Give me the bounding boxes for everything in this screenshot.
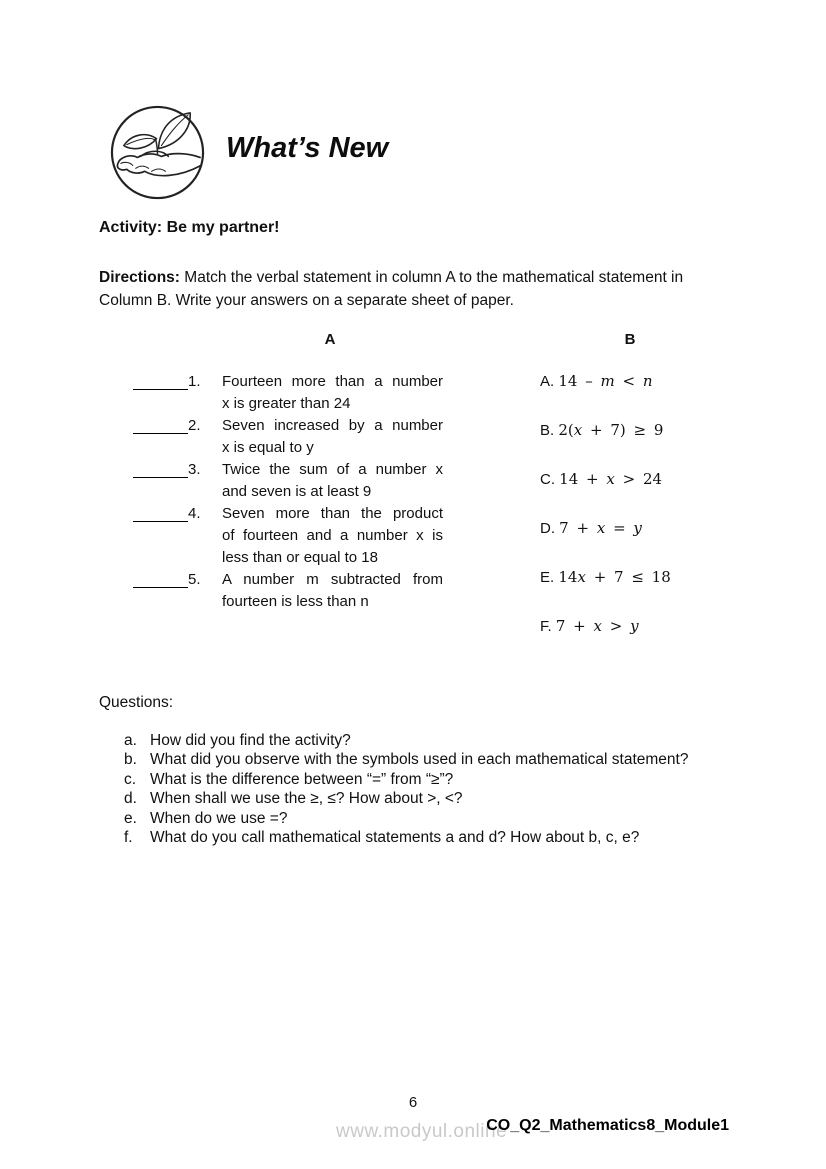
- choice-letter: A.: [540, 373, 555, 390]
- column-a-list: [133, 371, 445, 613]
- item-number: 2.: [188, 417, 201, 434]
- choice-letter: D.: [540, 520, 555, 537]
- item-text-line: A number m subtracted from: [222, 571, 443, 588]
- question-letter: e.: [124, 809, 137, 827]
- item-text-line: x is equal to y: [222, 439, 314, 456]
- math-expression: 14 – m < n: [558, 372, 653, 390]
- choice-B: [540, 421, 671, 443]
- item-text-line: Seven increased by a number: [222, 417, 443, 434]
- item-text-line: of fourteen and a number x is: [222, 527, 443, 544]
- question-letter: f.: [124, 829, 133, 847]
- question-letter: b.: [124, 751, 137, 769]
- item-text: [222, 459, 443, 503]
- choice-F: [540, 617, 671, 639]
- directions-paragraph: [99, 266, 733, 312]
- answer-blank: [133, 371, 188, 390]
- column-a-header: A: [324, 331, 336, 348]
- math-expression: 7 + x = y: [559, 519, 642, 537]
- question-letter: d.: [124, 790, 137, 808]
- question-text: What do you call mathematical statements a and d? How about b, c, e?: [150, 829, 640, 847]
- math-expression: 14 + x > 24: [559, 470, 663, 488]
- question-c: [124, 770, 764, 789]
- page-number: 6: [408, 1094, 418, 1111]
- question-letter: a.: [124, 732, 137, 749]
- choice-D: [540, 519, 671, 541]
- item-number: 1.: [188, 373, 201, 390]
- item-text-line: Fourteen more than a number: [222, 373, 443, 390]
- item-text-line: fourteen is less than n: [222, 593, 369, 610]
- directions-label: Directions:: [99, 269, 180, 286]
- answer-blank: [133, 569, 188, 588]
- item-text: [222, 503, 443, 569]
- match-item-5: [133, 569, 445, 613]
- activity-title: Activity: Be my partner!: [99, 219, 280, 236]
- choice-letter: E.: [540, 569, 555, 586]
- question-text: How did you find the activity?: [150, 732, 351, 749]
- question-text: What did you observe with the symbols used in each mathematical statement?: [150, 751, 689, 769]
- hand-seedling-icon: [108, 103, 207, 202]
- item-text-line: less than or equal to 18: [222, 549, 378, 566]
- section-title: What’s New: [226, 132, 389, 164]
- item-text-line: Twice the sum of a number x: [222, 461, 443, 478]
- choice-C: [540, 470, 671, 492]
- questions-label: Questions:: [99, 694, 174, 711]
- match-item-4: [133, 503, 445, 569]
- item-number: 3.: [188, 461, 201, 478]
- item-text-line: x is greater than 24: [222, 395, 351, 412]
- question-a: [124, 731, 764, 750]
- question-b: [124, 750, 764, 769]
- question-f: [124, 828, 764, 847]
- choice-E: [540, 568, 671, 590]
- answer-blank: [133, 503, 188, 522]
- column-b-list: [540, 372, 671, 666]
- match-item-1: [133, 371, 445, 415]
- item-text: [222, 371, 443, 415]
- math-expression: 14x + 7 ≤ 18: [558, 568, 671, 586]
- question-e: [124, 809, 764, 828]
- item-text-line: and seven is at least 9: [222, 483, 372, 500]
- choice-letter: F.: [540, 618, 552, 635]
- questions-list: [124, 731, 764, 847]
- question-text: When shall we use the ≥, ≤? How about >, <?: [150, 790, 463, 808]
- answer-blank: [133, 415, 188, 434]
- choice-letter: C.: [540, 471, 555, 488]
- item-text: [222, 415, 443, 459]
- item-text-line: Seven more than the product: [222, 505, 443, 522]
- question-letter: c.: [124, 770, 137, 788]
- column-b-header: B: [624, 331, 636, 348]
- math-expression: 2(x + 7) ≥ 9: [558, 421, 664, 439]
- match-item-2: [133, 415, 445, 459]
- choice-A: [540, 372, 671, 394]
- question-text: When do we use =?: [150, 809, 288, 827]
- item-number: 4.: [188, 505, 201, 522]
- footer-module-code: CO_Q2_Mathematics8_Module1: [486, 1117, 729, 1134]
- item-number: 5.: [188, 571, 201, 588]
- choice-letter: B.: [540, 422, 555, 439]
- question-text: What is the difference between “=” from “≥”?: [150, 770, 454, 788]
- directions-text: Match the verbal statement in column A to the mathematical statement in Column B. Write your answers on a separate sheet of paper.: [99, 269, 684, 309]
- match-item-3: [133, 459, 445, 503]
- item-text: [222, 569, 443, 613]
- math-expression: 7 + x > y: [555, 617, 639, 635]
- answer-blank: [133, 459, 188, 478]
- question-d: [124, 789, 764, 808]
- watermark: www.modyul.online: [336, 1121, 508, 1142]
